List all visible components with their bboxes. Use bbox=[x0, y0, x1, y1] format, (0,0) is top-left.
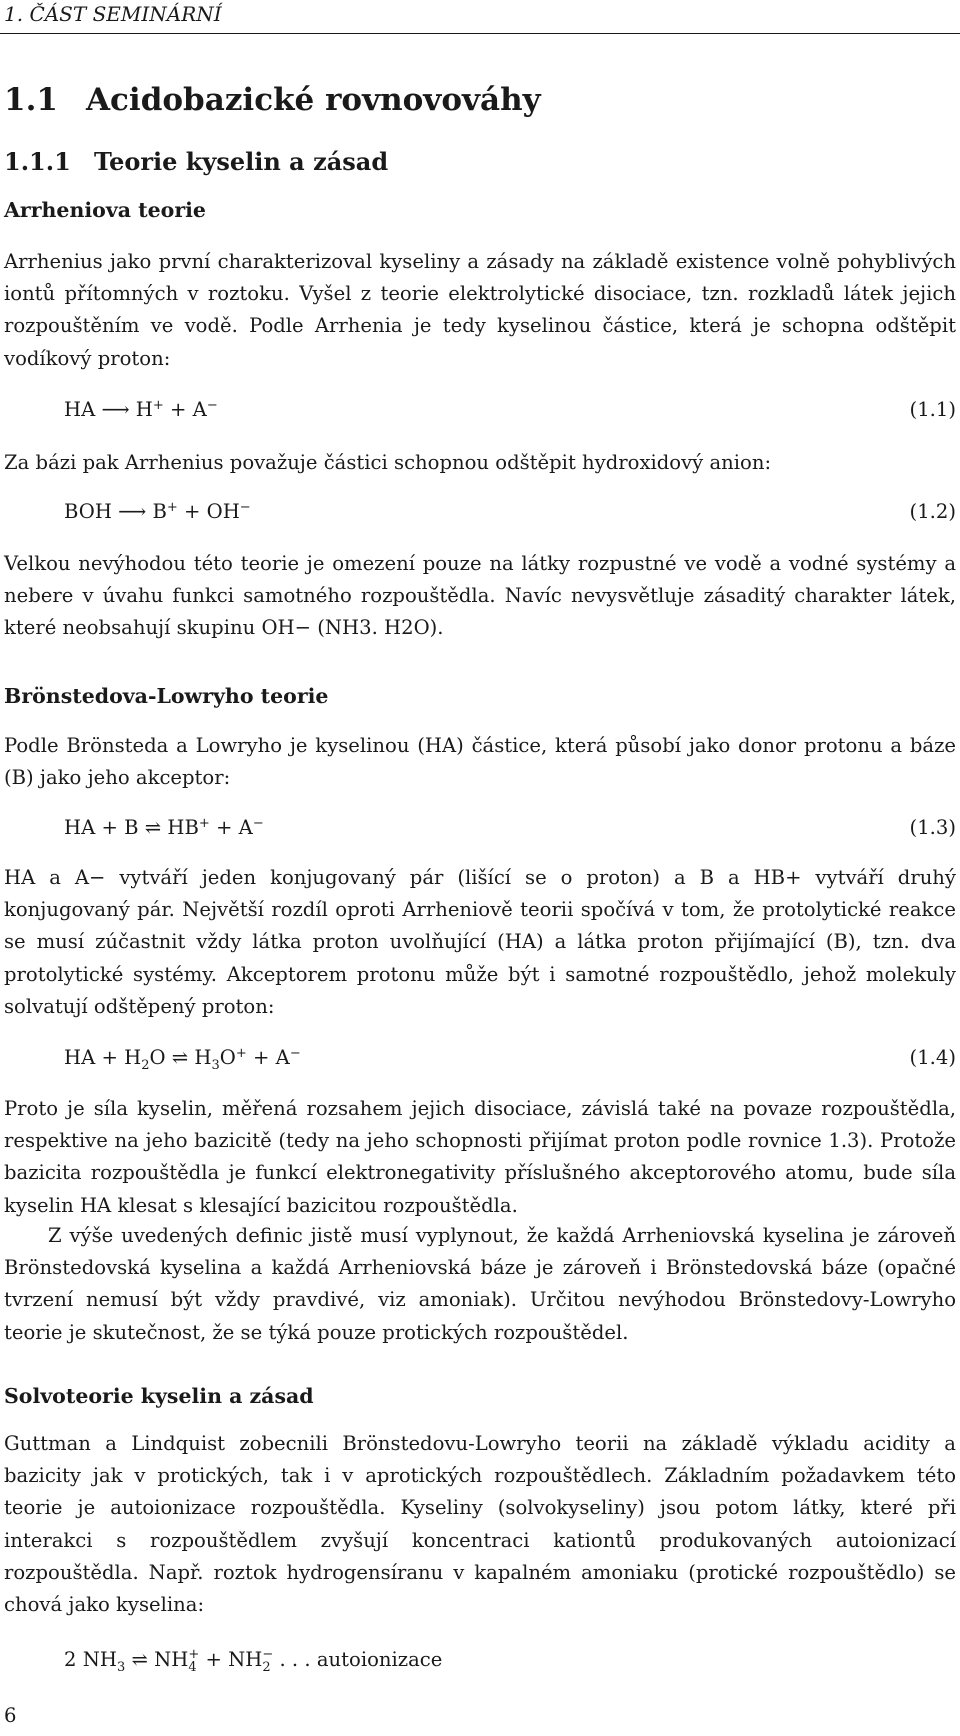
solvo-heading: Solvoteorie kyselin a zásad bbox=[4, 1384, 314, 1408]
bronsted-paragraph-1: Podle Brönsteda a Lowryho je kyselinou (HA) částice, která působí jako donor protonu a báze (B) jako jeho akceptor: bbox=[4, 734, 956, 790]
header-rule bbox=[0, 33, 960, 34]
equation-1-4-expression: HA + $H_2O$ ⇌ $H_3O^+ + A^-$ bbox=[64, 1046, 301, 1073]
solvo-paragraph-1: Guttman a Lindquist zobecnili Brönstedovu-Lowryho teorii na základě výkladu acidity a bazicity jak v protických, tak i v aprotických rozpouštědlech. Základním požadavkem této teorie je autoionizace rozpouštědla. Kyseliny (solvokyseliny) jsou potom látky, které při interakci s rozpouštědlem zvyšují koncentraci kationtů produkovaných autoionizací rozpouštědla. Např. roztok hydrogensíranu v kapalném amoniaku (protické rozpouštědlo) se chová jako kyselina: bbox=[4, 1432, 956, 1617]
running-header: 1. ČÁST SEMINÁRNÍ bbox=[4, 2, 222, 26]
equation-number: (1.2) bbox=[909, 500, 956, 523]
page-number: 6 bbox=[4, 1704, 17, 1727]
subsection-heading bbox=[4, 147, 388, 176]
arrhenius-paragraph-3: Velkou nevýhodou této teorie je omezení pouze na látky rozpustné ve vodě a vodné systémy a nebere v úvahu funkci samotného rozpouštědla. Navíc nevysvětluje zásaditý charakter látek, které neobsahují skupinu OH− (NH3. H2O). bbox=[4, 552, 956, 640]
equation-number: (1.1) bbox=[909, 398, 956, 421]
section-number: 1.1 bbox=[4, 82, 58, 118]
arrhenius-heading: Arrheniova teorie bbox=[4, 198, 206, 222]
section-title: Acidobazické rovnovováhy bbox=[86, 82, 541, 118]
bronsted-paragraph-3: Proto je síla kyselin, měřená rozsahem jejich disociace, závislá také na povaze rozpouštědla, respektive na jeho bazicitě (tedy na jeho schopnosti přijímat proton podle rovnice 1.3). Protože bazicita rozpouštědla je funkcí elektronegativity příslušného akceptorového atomu, bude síla kyselin HA klesat s klesající bazicitou rozpouštědla. bbox=[4, 1097, 956, 1217]
subsection-title: Teorie kyselin a zásad bbox=[94, 147, 389, 176]
bronsted-heading: Brönstedova-Lowryho teorie bbox=[4, 684, 329, 708]
equation-1-1-expression: HA ⟶ H+ + A− bbox=[64, 398, 218, 421]
arrhenius-paragraph-2: Za bázi pak Arrhenius považuje částici schopnou odštěpit hydroxidový anion: bbox=[4, 451, 772, 474]
equation-1-3-expression: HA + B ⇌ HB+ + A− bbox=[64, 816, 264, 839]
section-heading bbox=[4, 82, 541, 118]
autoionization-expression: 2 $NH_3$ ⇌ NH + 4 + NH − 2 . . . autoionizace bbox=[64, 1646, 443, 1675]
bronsted-paragraph-4: Z výše uvedených definic jistě musí vyplynout, že každá Arrheniovská kyselina je zároveň Brönstedovská kyselina a každá Arrheniovská báze je zároveň i Brönstedovská báze (opačné tvrzení nemusí být vždy pravdivé, viz amoniak). Určitou nevýhodou Brönstedovy-Lowryho teorie je skutečnost, že se týká pouze protických rozpouštědel. bbox=[4, 1224, 956, 1344]
bronsted-paragraph-2: HA a A− vytváří jeden konjugovaný pár (lišící se o proton) a B a HB+ vytváří druhý konjugovaný pár. Největší rozdíl oproti Arrheniově teorii spočívá v tom, že protolytické reakce se musí zúčastnit vždy látka proton uvolňující (HA) a látka proton přijímající (B), tzn. dva protolytické systémy. Akceptorem protonu může být i samotné rozpouštědlo, jehož molekuly solvatují odštěpený proton: bbox=[4, 866, 956, 1018]
equation-1-2-expression: BOH ⟶ B+ + OH− bbox=[64, 500, 251, 523]
arrhenius-paragraph-1: Arrhenius jako první charakterizoval kyseliny a zásady na základě existence volně pohyblivých iontů přítomných v roztoku. Vyšel z teorie elektrolytické disociace, tzn. rozkladů látek jejich rozpouštěním ve vodě. Podle Arrhenia je tedy kyselinou částice, která je schopna odštěpit vodíkový proton: bbox=[4, 250, 956, 370]
subsection-number: 1.1.1 bbox=[4, 147, 71, 176]
equation-number: (1.3) bbox=[909, 816, 956, 839]
equation-number: (1.4) bbox=[909, 1046, 956, 1069]
